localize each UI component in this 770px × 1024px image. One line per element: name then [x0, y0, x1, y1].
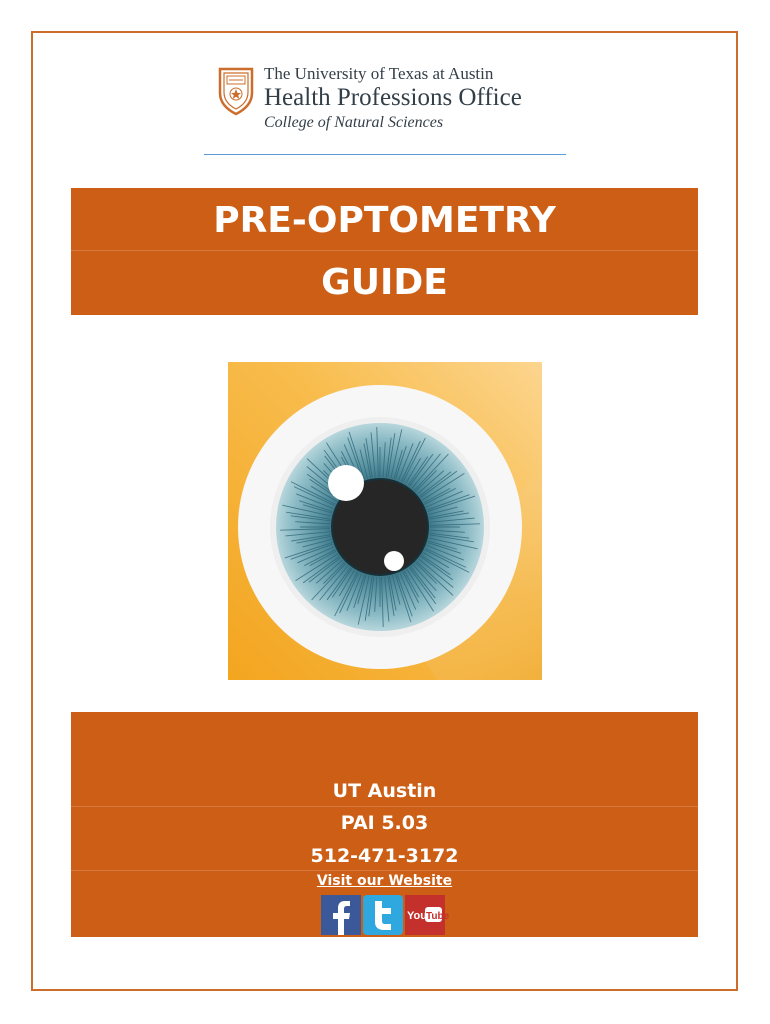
youtube-icon[interactable]	[405, 895, 450, 935]
university-logo	[218, 64, 558, 136]
svg-text:Tube: Tube	[426, 911, 450, 922]
page-title-line1: PRE-OPTOMETRY	[213, 200, 556, 241]
ut-seal-icon	[218, 67, 254, 115]
website-link-container	[71, 873, 698, 889]
svg-text:You: You	[407, 910, 427, 922]
title-row-divider	[71, 250, 698, 251]
twitter-icon[interactable]	[363, 895, 403, 935]
page-title-line2: GUIDE	[321, 262, 448, 303]
contact-row-divider	[71, 806, 698, 807]
contact-banner	[71, 712, 698, 937]
visit-website-link[interactable]: Visit our Website	[316, 873, 453, 889]
university-name: The University of Texas at Austin	[264, 64, 494, 83]
facebook-icon[interactable]	[321, 895, 361, 935]
eye-icon	[228, 362, 542, 680]
header-divider	[204, 154, 566, 155]
contact-phone: 512-471-3172	[310, 845, 459, 867]
contact-location: UT Austin	[332, 780, 437, 802]
office-name: Health Professions Office	[264, 84, 522, 111]
college-name: College of Natural Sciences	[264, 114, 444, 131]
social-links	[321, 895, 451, 935]
contact-room: PAI 5.03	[340, 812, 429, 834]
title-banner	[71, 188, 698, 315]
contact-row-divider	[71, 870, 698, 871]
